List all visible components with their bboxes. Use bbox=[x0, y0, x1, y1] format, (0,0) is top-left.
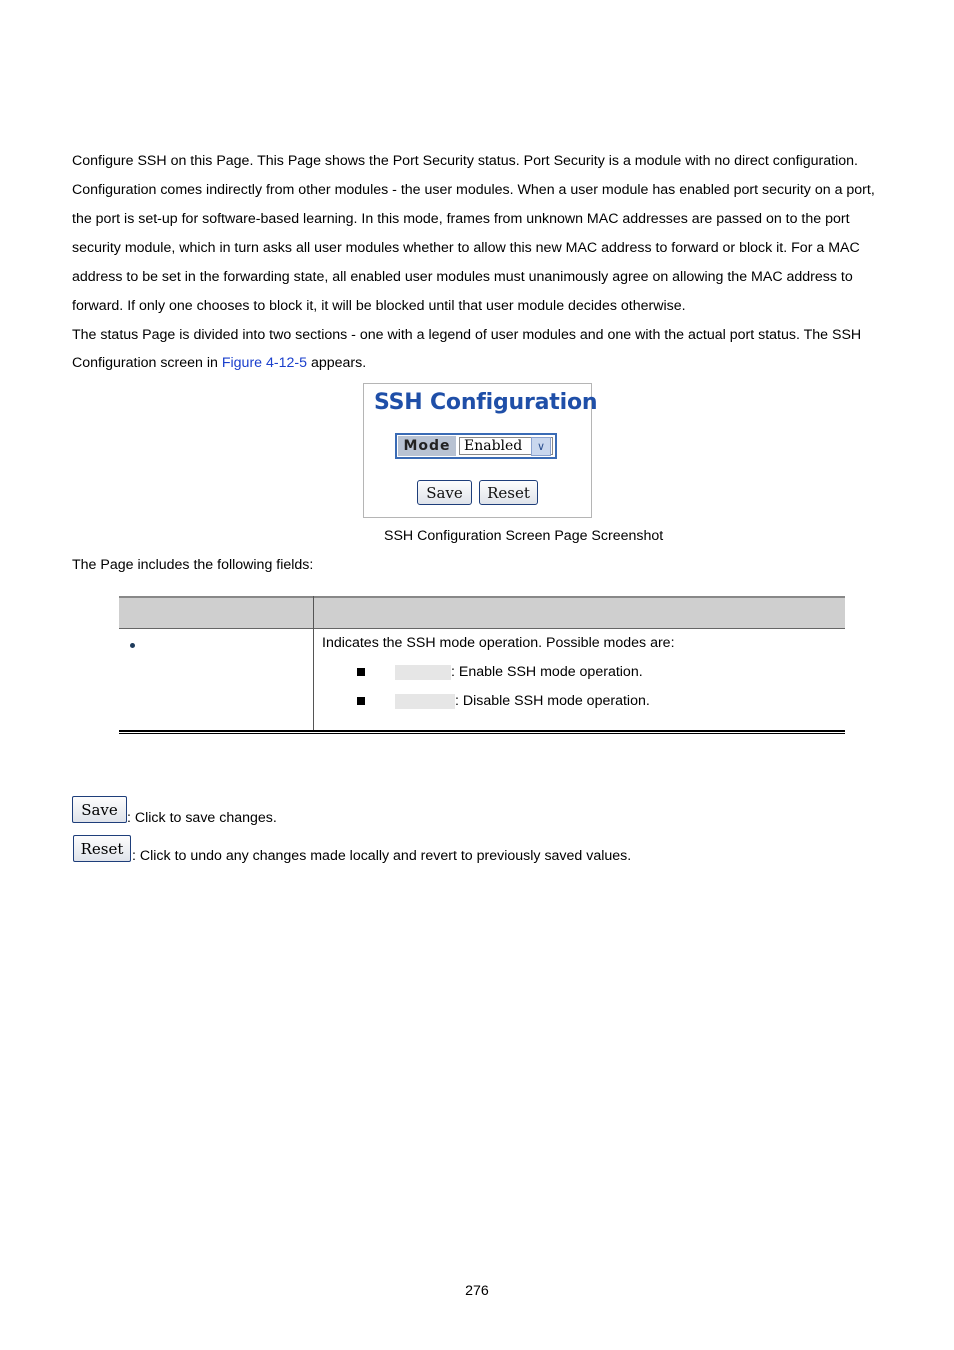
intro-last-suffix: appears. bbox=[307, 355, 367, 371]
intro-line-6: forward. If only one chooses to block it, it will be blocked until that user module decides otherwise. bbox=[72, 298, 686, 314]
mode-select[interactable] bbox=[459, 437, 553, 455]
intro-line-5: address to be set in the forwarding state, all enabled user modules must unanimously agree on allowing the MAC address to bbox=[72, 269, 853, 285]
mode-label: Mode bbox=[397, 435, 457, 457]
mode-select-value: Enabled bbox=[464, 438, 523, 454]
intro-line-7: The status Page is divided into two sections - one with a legend of user modules and one with the actual port status. The SSH bbox=[72, 327, 862, 343]
bullet-icon bbox=[130, 643, 135, 648]
figure-title: SSH Configuration bbox=[374, 390, 598, 415]
field-description: Indicates the SSH mode operation. Possible modes are: bbox=[322, 635, 675, 651]
intro-line-1: Configure SSH on this Page. This Page shows the Port Security status. Port Security is a module with no direct configuration. bbox=[72, 153, 858, 169]
intro-line-8 bbox=[72, 349, 892, 378]
figure-save-button[interactable]: Save bbox=[417, 480, 472, 505]
fields-intro: The Page includes the following fields: bbox=[72, 557, 314, 573]
square-bullet-icon bbox=[357, 697, 365, 705]
intro-line-3: the port is set-up for software-based learning. In this mode, frames from unknown MAC addresses are passed on to the port bbox=[72, 211, 850, 227]
figure-link[interactable]: Figure 4-12-5 bbox=[221, 355, 308, 371]
page-number: 276 bbox=[465, 1283, 489, 1299]
option-disabled-desc: : Disable SSH mode operation. bbox=[455, 693, 650, 709]
option-name-placeholder bbox=[395, 665, 451, 680]
figure-reset-button[interactable]: Reset bbox=[479, 480, 538, 505]
table-header-divider bbox=[313, 596, 314, 629]
option-enabled-desc: : Enable SSH mode operation. bbox=[451, 664, 643, 680]
save-button[interactable]: Save bbox=[72, 796, 127, 823]
ssh-config-figure bbox=[363, 383, 598, 518]
option-name-placeholder bbox=[395, 694, 455, 709]
intro-line-4: security module, which in turn asks all user modules whether to allow this new MAC address to forward or block it. For a MAC bbox=[72, 240, 860, 256]
table-bottom-rule bbox=[119, 730, 845, 734]
table-header bbox=[119, 596, 845, 629]
chevron-down-icon[interactable]: ∨ bbox=[531, 437, 551, 456]
reset-button-desc: : Click to undo any changes made locally and revert to previously saved values. bbox=[132, 848, 632, 864]
mode-row bbox=[395, 433, 557, 459]
table-column-divider bbox=[313, 629, 314, 732]
reset-button[interactable]: Reset bbox=[73, 835, 131, 862]
intro-last-prefix: Configuration screen in bbox=[72, 355, 222, 371]
figure-caption: SSH Configuration Screen Page Screenshot bbox=[384, 528, 664, 544]
intro-line-2: Configuration comes indirectly from other modules - the user modules. When a user module has enabled port security on a port, bbox=[72, 182, 875, 198]
save-button-desc: : Click to save changes. bbox=[127, 810, 277, 826]
square-bullet-icon bbox=[357, 668, 365, 676]
